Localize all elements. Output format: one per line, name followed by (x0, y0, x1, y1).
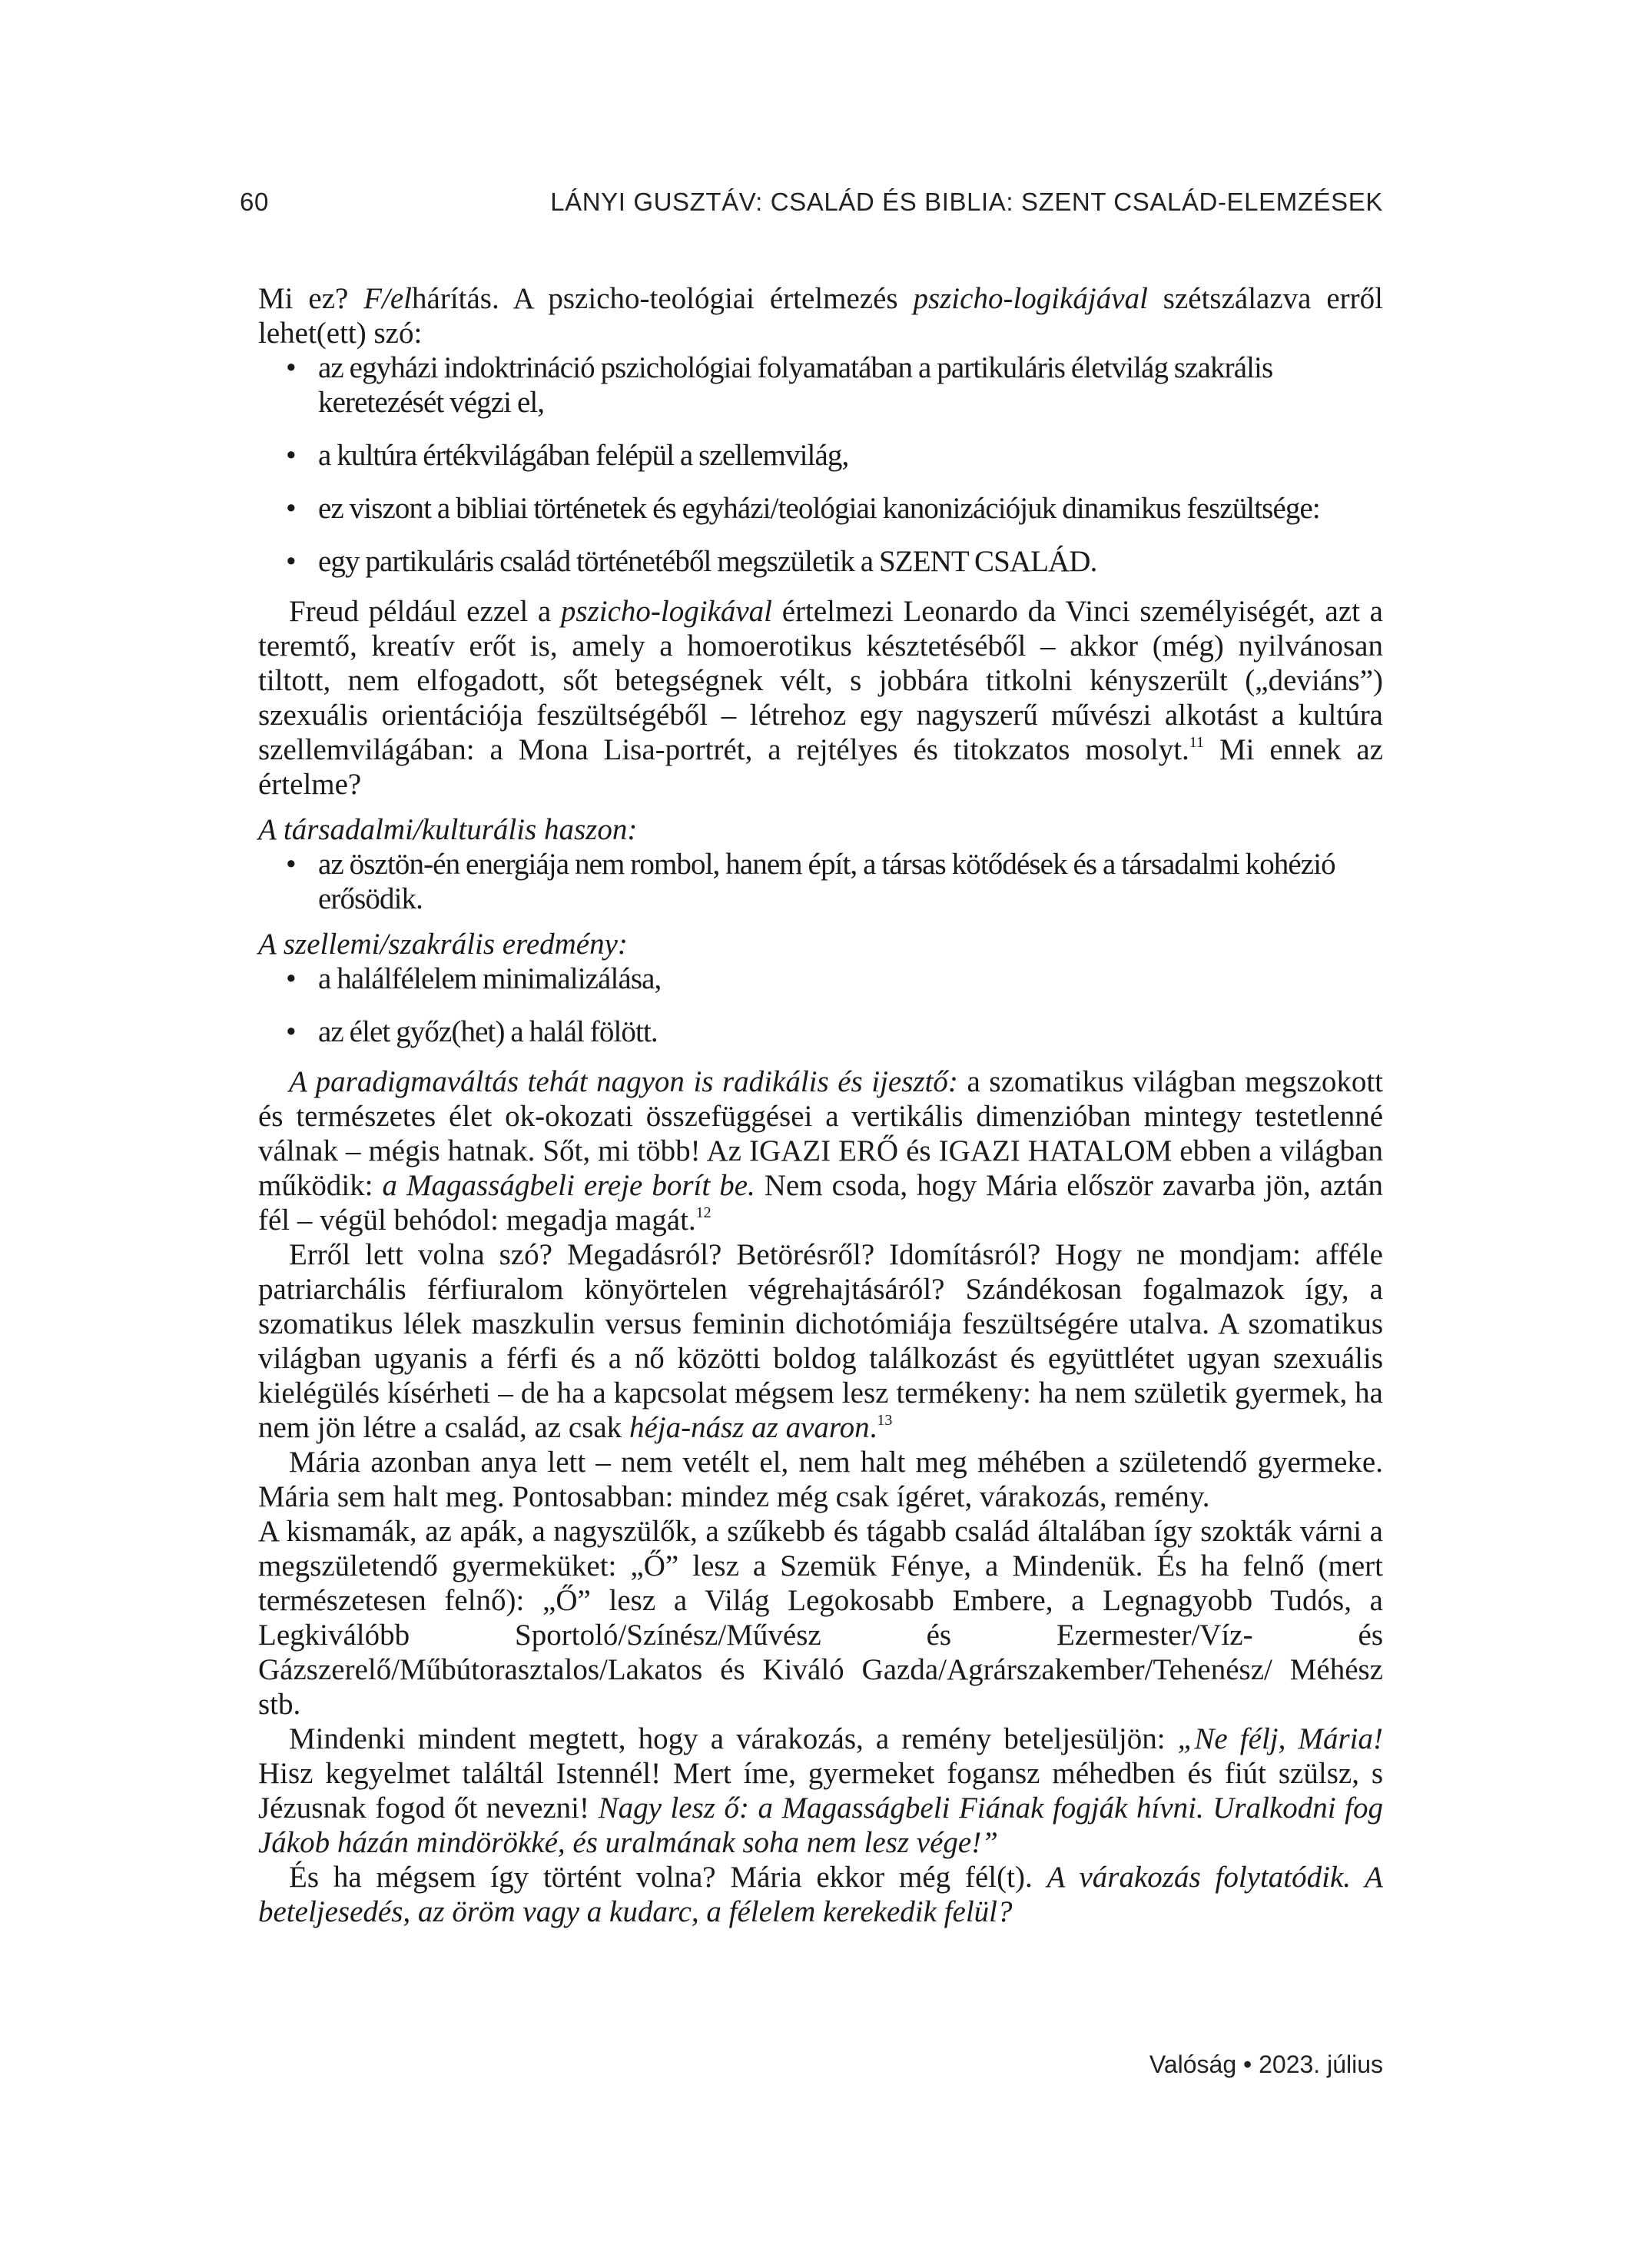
text-run: . (869, 1411, 877, 1444)
paragraph-closing (258, 1860, 1383, 1929)
list-item (258, 847, 1383, 916)
footnote-ref[interactable]: 11 (1189, 734, 1205, 751)
italic-run: pszicho-logikával (560, 595, 773, 628)
list-item (258, 1014, 1383, 1049)
paragraph-paradigm-shift (258, 1064, 1383, 1237)
paragraph-intro (258, 281, 1383, 350)
italic-run: Nagy lesz ő: a Magasságbeli Fiának fogják hívni. Uralkodni fog Jákob házán mindörökké, és uralmának soha nem lesz vége!” (258, 1791, 1383, 1859)
list-item (258, 350, 1383, 420)
bullet-list-interpretation (258, 350, 1383, 579)
italic-run: A várakozás folytatódik. A beteljesedés, az öröm vagy a kudarc, a félelem kerekedik felül? (258, 1861, 1383, 1928)
bullet-icon: • (286, 1015, 296, 1048)
text-run: És ha mégsem így történt volna? Mária ekkor még fél(t). (289, 1861, 1047, 1894)
list-item-text: a halálfélelem minimalizálása, (318, 962, 662, 995)
list-item-text: az ösztön-én energiája nem rombol, hanem épít, a társas kötődések és a társadalmi kohézió erősödik. (318, 848, 1335, 915)
running-title: LÁNYI GUSZTÁV: CSALÁD ÉS BIBLIA: SZENT CSALÁD-ELEMZÉSEK (550, 188, 1383, 216)
bullet-icon: • (286, 492, 296, 525)
text-run: hárítás. A pszicho-teológiai értelmezés (412, 282, 914, 315)
italic-run: F/el (363, 282, 413, 315)
list-item-text: az élet győz(het) a halál fölött. (318, 1015, 658, 1048)
bullet-icon: • (286, 848, 296, 881)
block-quote: A kismamák, az apák, a nagyszülők, a szűkebb és tágabb család általában így szokták várni a megszületendő gyermeküket: „Ő” lesz a Szemük Fénye, a Mindenük. És ha felnő (mert természetesen felnő): „Ő” lesz a Világ Legokosabb Embere, a Legnagyobb Tudós, a Legkiválóbb Sportoló/Színész/Művész és Ezermester/Víz- és Gázszerelő/Műbútorasztalos/Lakatos és Kiváló Gazda/Agrárszakember/Tehenész/ Méhész stb. (258, 1515, 1383, 1721)
text-run: Mi ez? (258, 282, 364, 315)
list-item-text: egy partikuláris család történetéből megszületik a SZENT CSALÁD. (318, 545, 1097, 578)
issue-date: 2023. július (1259, 2050, 1383, 2078)
list-item (258, 544, 1383, 579)
paragraph-freud (258, 594, 1383, 802)
bullet-icon: • (286, 545, 296, 578)
list-item-text: az egyházi indoktrináció pszichológiai folyamatában a partikuláris életvilág szakrális keretezését végzi el, (318, 351, 1273, 419)
text-run: Mindenki mindent megtett, hogy a várakozás, a remény beteljesüljön: (289, 1722, 1178, 1755)
paragraph-maria-mother: Mária azonban anya lett – nem vetélt el, nem halt meg méhében a születendő gyermeke. Mária sem halt meg. Pontosabban: mindez még csak ígéret, várakozás, remény. (258, 1446, 1383, 1513)
italic-run: pszicho-logikájával (913, 282, 1148, 315)
text-run: Hisz kegyelmet találtál Istennél! Mert íme, gyermeket fogansz méhedben és fiút szülsz, s Jézusnak fogod őt nevezni! (258, 1757, 1383, 1825)
journal-name: Valóság (1149, 2050, 1237, 2078)
italic-run: „Ne félj, Mária! (1177, 1722, 1383, 1755)
paragraph-annunciation (258, 1722, 1383, 1860)
text-run: a szomatikus világban megszokott és természetes élet ok-okozati összefüggései a vertikális dimenzióban mintegy testetlenné válnak – mégis hatnak. Sőt, mi több! Az IGAZI ERŐ és IGAZI HATALOM ebben a világban működik: (258, 1065, 1384, 1202)
bullet-icon: • (286, 351, 296, 384)
body-text (258, 281, 1383, 1929)
italic-run: héja-nász az avaron (629, 1411, 870, 1444)
list-item (258, 961, 1383, 996)
paragraph-questions (258, 1237, 1383, 1445)
bullet-list-spiritual-result (258, 961, 1383, 1049)
bullet-list-social-benefit (258, 847, 1383, 916)
separator-bullet-icon: • (1243, 2050, 1252, 2078)
bullet-icon: • (286, 439, 296, 472)
bullet-icon: • (286, 962, 296, 995)
text-run: Mi ennek az értelme? (258, 733, 1383, 801)
text-run: Erről lett volna szó? Megadásról? Betörésről? Idomításról? Hogy ne mondjam: afféle patriarchális férfiuralom könyörtelen végrehajtásáról? Szándékosan fogalmazok így, a szomatikus lélek maszkulin versus feminin dichotómiája feszültségére utalva. A szomatikus világban ugyanis a férfi és a nő közötti boldog találkozást és együttlétet ugyan szexuális kielégülés kísérheti – de ha a kapcsolat mégsem lesz termékeny: ha nem születik gyermek, ha nem jön létre a család, az csak (258, 1238, 1383, 1444)
running-footer (1149, 2050, 1383, 2079)
italic-run: a Magasságbeli ereje borít be. (382, 1169, 755, 1202)
footnote-ref[interactable]: 12 (695, 1204, 712, 1221)
text-run: értelmezi Leonardo da Vinci személyiségét, azt a teremtő, kreatív erőt is, amely a homoerotikus késztetéséből – akkor (még) nyilvánosan tiltott, nem elfogadott, sőt betegségnek vélt, s jobbára titkolni kényszerült („deviáns”) szexuális orientációja feszültségéből – létrehoz egy nagyszerű művészi alkotást a kultúra szellemvilágában: a Mona Lisa-portrét, a rejtélyes és titokzatos mosolyt. (258, 595, 1383, 766)
text-run: Nem csoda, hogy Mária először zavarba jön, aztán fél – végül behódol: megadja magát. (258, 1169, 1383, 1237)
text-run: szétszálazva erről lehet(ett) szó: (258, 282, 1383, 350)
subheading-spiritual-result: A szellemi/szakrális eredmény: (258, 928, 628, 961)
footnote-ref[interactable]: 13 (877, 1412, 893, 1429)
italic-run: A paradigmaváltás tehát nagyon is radikális és ijesztő: (289, 1065, 958, 1098)
text-run: Freud például ezzel a (289, 595, 561, 628)
list-item-text: a kultúra értékvilágában felépül a szellemvilág, (318, 439, 849, 472)
subheading-social-benefit: A társadalmi/kulturális haszon: (258, 813, 638, 846)
list-item (258, 438, 1383, 473)
list-item (258, 491, 1383, 526)
running-header (240, 188, 1383, 221)
page-number: 60 (240, 188, 269, 216)
list-item-text: ez viszont a bibliai történetek és egyházi/teológiai kanonizációjuk dinamikus feszültsége: (318, 492, 1320, 525)
